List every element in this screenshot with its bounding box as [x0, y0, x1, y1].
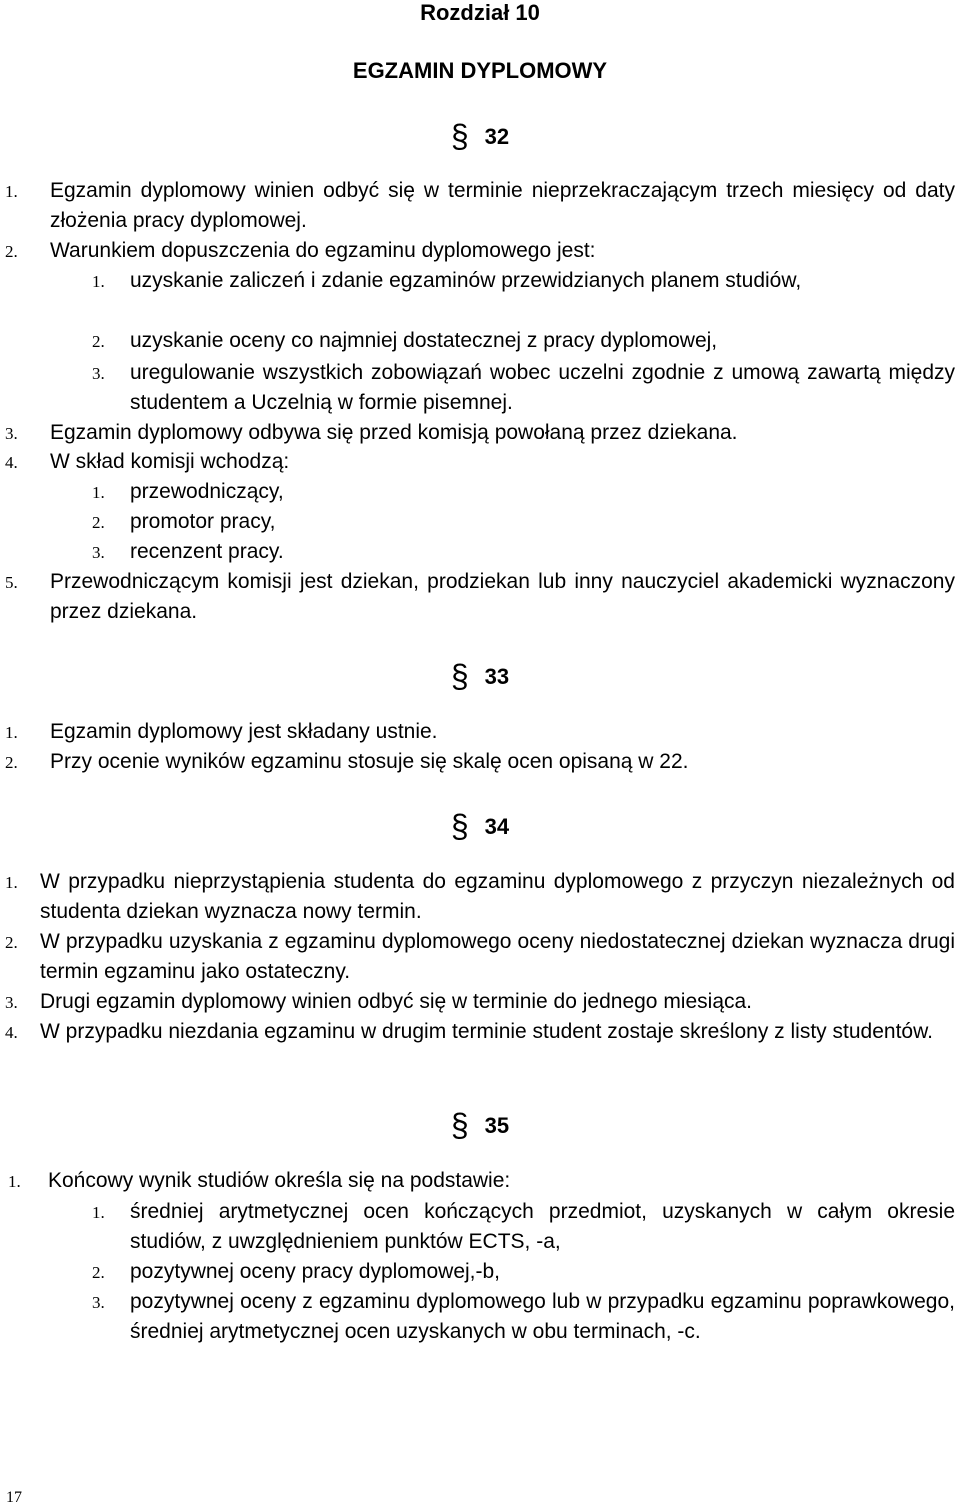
item-number: 1. — [5, 873, 18, 892]
sub-item-number: 2. — [92, 1263, 105, 1282]
chapter-heading: Rozdział 10 — [420, 0, 540, 25]
sub-item-number: 1. — [92, 483, 105, 502]
sub-item-text: średniej arytmetycznej ocen kończących przedmiot, uzyskanych w całym okresie studiów, z uwzględnieniem punktów ECTS, -a, — [130, 1200, 955, 1253]
sub-item-text: uzyskanie oceny co najmniej dostatecznej z pracy dyplomowej, — [130, 329, 718, 352]
section-symbol: § — [450, 118, 469, 154]
section-symbol: § — [450, 1107, 469, 1143]
sub-item-text: recenzent pracy. — [130, 540, 284, 563]
sub-item-text: przewodniczący, — [130, 480, 284, 503]
item-number: 2. — [5, 933, 18, 952]
item-text: Warunkiem dopuszczenia do egzaminu dyplomowego jest: — [50, 239, 596, 262]
sub-item-number: 3. — [92, 1293, 105, 1312]
item-number: 3. — [5, 424, 18, 443]
item-number: 2. — [5, 753, 18, 772]
sub-item-text: pozytywnej oceny pracy dyplomowej,-b, — [130, 1260, 501, 1283]
section-number: 32 — [484, 124, 510, 149]
section-number: 34 — [484, 814, 510, 839]
item-text: W przypadku nieprzystąpienia studenta do egzaminu dyplomowego z przyczyn niezależnych od studenta dziekan wyznacza nowy termin. — [40, 870, 955, 923]
sub-item-number: 3. — [92, 543, 105, 562]
section-heading-32 — [0, 118, 960, 155]
item-text: Przy ocenie wyników egzaminu stosuje się skalę ocen opisaną w 22. — [50, 750, 689, 773]
item-number: 1. — [5, 182, 18, 201]
item-text: Końcowy wynik studiów określa się na podstawie: — [48, 1169, 511, 1192]
sub-item-number: 3. — [92, 364, 105, 383]
item-number: 5. — [5, 573, 18, 592]
section-number: 35 — [484, 1113, 510, 1138]
item-number: 4. — [5, 453, 18, 472]
item-text: W skład komisji wchodzą: — [50, 450, 290, 473]
item-text: Egzamin dyplomowy winien odbyć się w terminie nieprzekraczającym trzech miesięcy od daty złożenia pracy dyplomowej. — [50, 179, 955, 232]
sub-item-text: promotor pracy, — [130, 510, 276, 533]
section-symbol: § — [450, 658, 469, 694]
sub-item-number: 2. — [92, 332, 105, 351]
item-number: 1. — [8, 1172, 21, 1191]
sub-item-text: pozytywnej oceny z egzaminu dyplomowego lub w przypadku egzaminu poprawkowego, średniej arytmetycznej ocen uzyskanych w obu terminach, -c. — [130, 1290, 955, 1343]
section-heading-35 — [0, 1107, 960, 1144]
item-text: Przewodniczącym komisji jest dziekan, prodziekan lub inny nauczyciel akademicki wyznaczony przez dziekana. — [50, 570, 955, 623]
item-text: W przypadku uzyskania z egzaminu dyplomowego oceny niedostatecznej dziekan wyznacza drugi termin egzaminu jako ostateczny. — [40, 930, 955, 983]
item-text: Egzamin dyplomowy jest składany ustnie. — [50, 720, 438, 743]
sub-item-number: 1. — [92, 1203, 105, 1222]
sub-item-number: 2. — [92, 513, 105, 532]
section-symbol: § — [450, 808, 469, 844]
sub-item-number: 1. — [92, 272, 105, 291]
item-number: 4. — [5, 1023, 18, 1042]
item-number: 3. — [5, 993, 18, 1012]
chapter-title: EGZAMIN DYPLOMOWY — [352, 58, 608, 83]
section-heading-34 — [0, 808, 960, 845]
item-text: W przypadku niezdania egzaminu w drugim terminie student zostaje skreślony z listy studentów. — [40, 1020, 933, 1043]
item-text: Drugi egzamin dyplomowy winien odbyć się w terminie do jednego miesiąca. — [40, 990, 753, 1013]
section-heading-33 — [0, 658, 960, 695]
item-number: 2. — [5, 242, 18, 261]
page-number: 17 — [6, 1489, 22, 1506]
item-number: 1. — [5, 723, 18, 742]
section-number: 33 — [484, 664, 510, 689]
item-text: Egzamin dyplomowy odbywa się przed komisją powołaną przez dziekana. — [50, 421, 738, 444]
sub-item-text: uregulowanie wszystkich zobowiązań wobec uczelni zgodnie z umową zawartą między studentem a Uczelnią w formie pisemnej. — [130, 361, 955, 414]
sub-item-text: uzyskanie zaliczeń i zdanie egzaminów przewidzianych planem studiów, — [130, 269, 802, 292]
